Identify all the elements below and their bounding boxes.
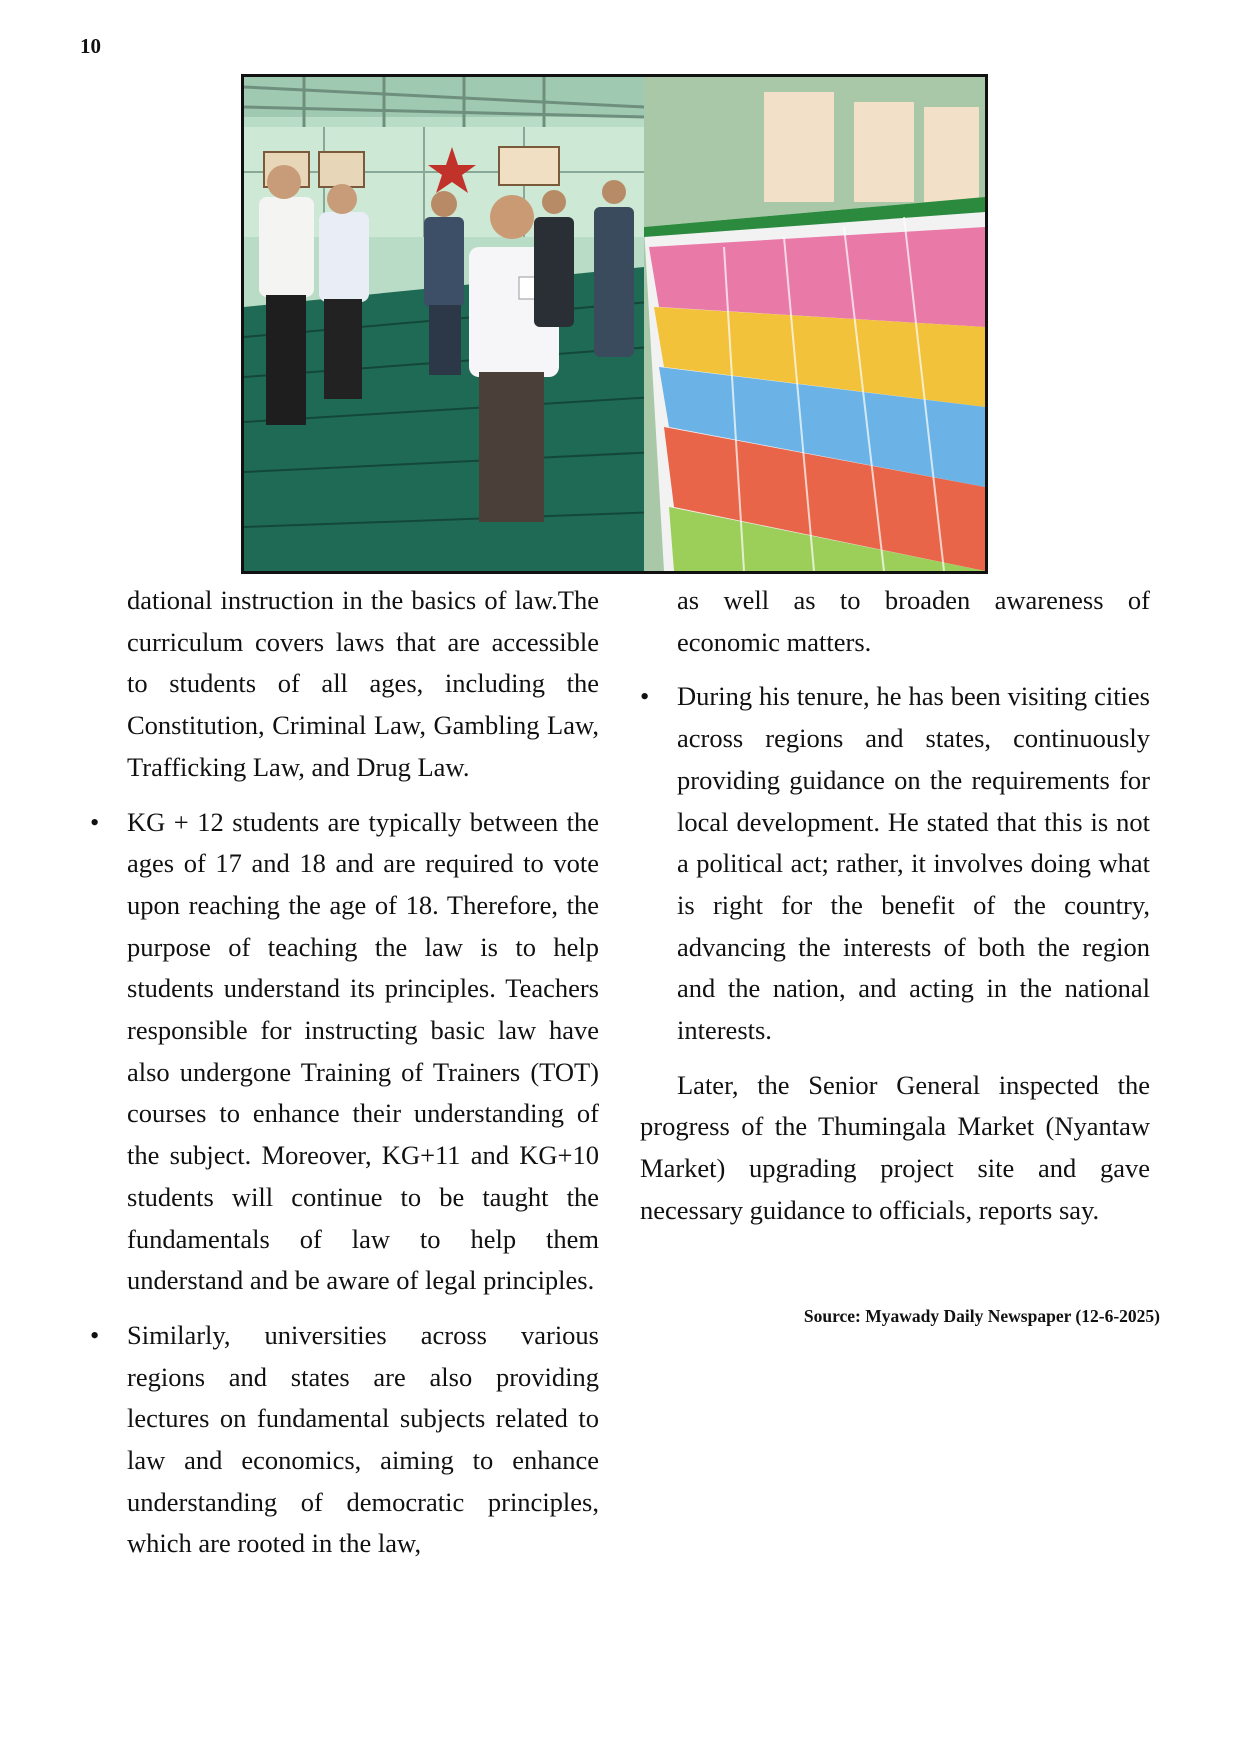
source-citation: Source: Myawady Daily Newspaper (12-6-2025) (803, 1306, 1160, 1326)
paragraph-continuation: as well as to broaden awareness of economic matters. (677, 585, 1150, 657)
paragraph-closing: Later, the Senior General inspected the progress of the Thumingala Market (Nyantaw Market) upgrading project site and gave necessary guidance to officials, reports say. (640, 1069, 1150, 1225)
bullet-item-2 (90, 1315, 599, 1565)
bullet-icon: • (640, 681, 650, 712)
left-column (90, 580, 599, 1578)
right-column (640, 580, 1150, 1245)
photo-illustration (244, 77, 985, 571)
bullet-item-1 (90, 802, 599, 1302)
bullet-text-2: Similarly, universities across various regions and states are also providing lectures on fundamental subjects related to law and economics, aiming to enhance understanding of democratic principles, which are rooted in the law, (127, 1319, 599, 1559)
bullet-icon: • (90, 1319, 100, 1350)
bullet-icon: • (90, 806, 100, 837)
bullet-item-3 (640, 676, 1150, 1051)
bullet-text-3: During his tenure, he has been visiting cities across regions and states, continuously providing guidance on the requirements for local development. He stated that this is not a political act; rather, it involves doing what is right for the benefit of the country, advancing the interests of both the region and the nation, and acting in the national interests. (677, 681, 1150, 1046)
photo-image (241, 74, 988, 574)
page-number: 10 (80, 34, 101, 58)
paragraph-intro: dational instruction in the basics of law.The curriculum covers laws that are accessible to students of all ages, including the Constitution, Criminal Law, Gambling Law, Trafficking Law, and Drug Law. (127, 585, 599, 782)
bullet-text-1: KG + 12 students are typically between the ages of 17 and 18 and are required to vote upon reaching the age of 18. Therefore, the purpose of teaching the law is to help students understand its principles. Teachers responsible for instructing basic law have also undergone Training of Trainers (TOT) courses to enhance their understanding of the subject. Moreover, KG+11 and KG+10 students will continue to be taught the fundamentals of law to help them understand and be aware of legal principles. (127, 806, 599, 1296)
